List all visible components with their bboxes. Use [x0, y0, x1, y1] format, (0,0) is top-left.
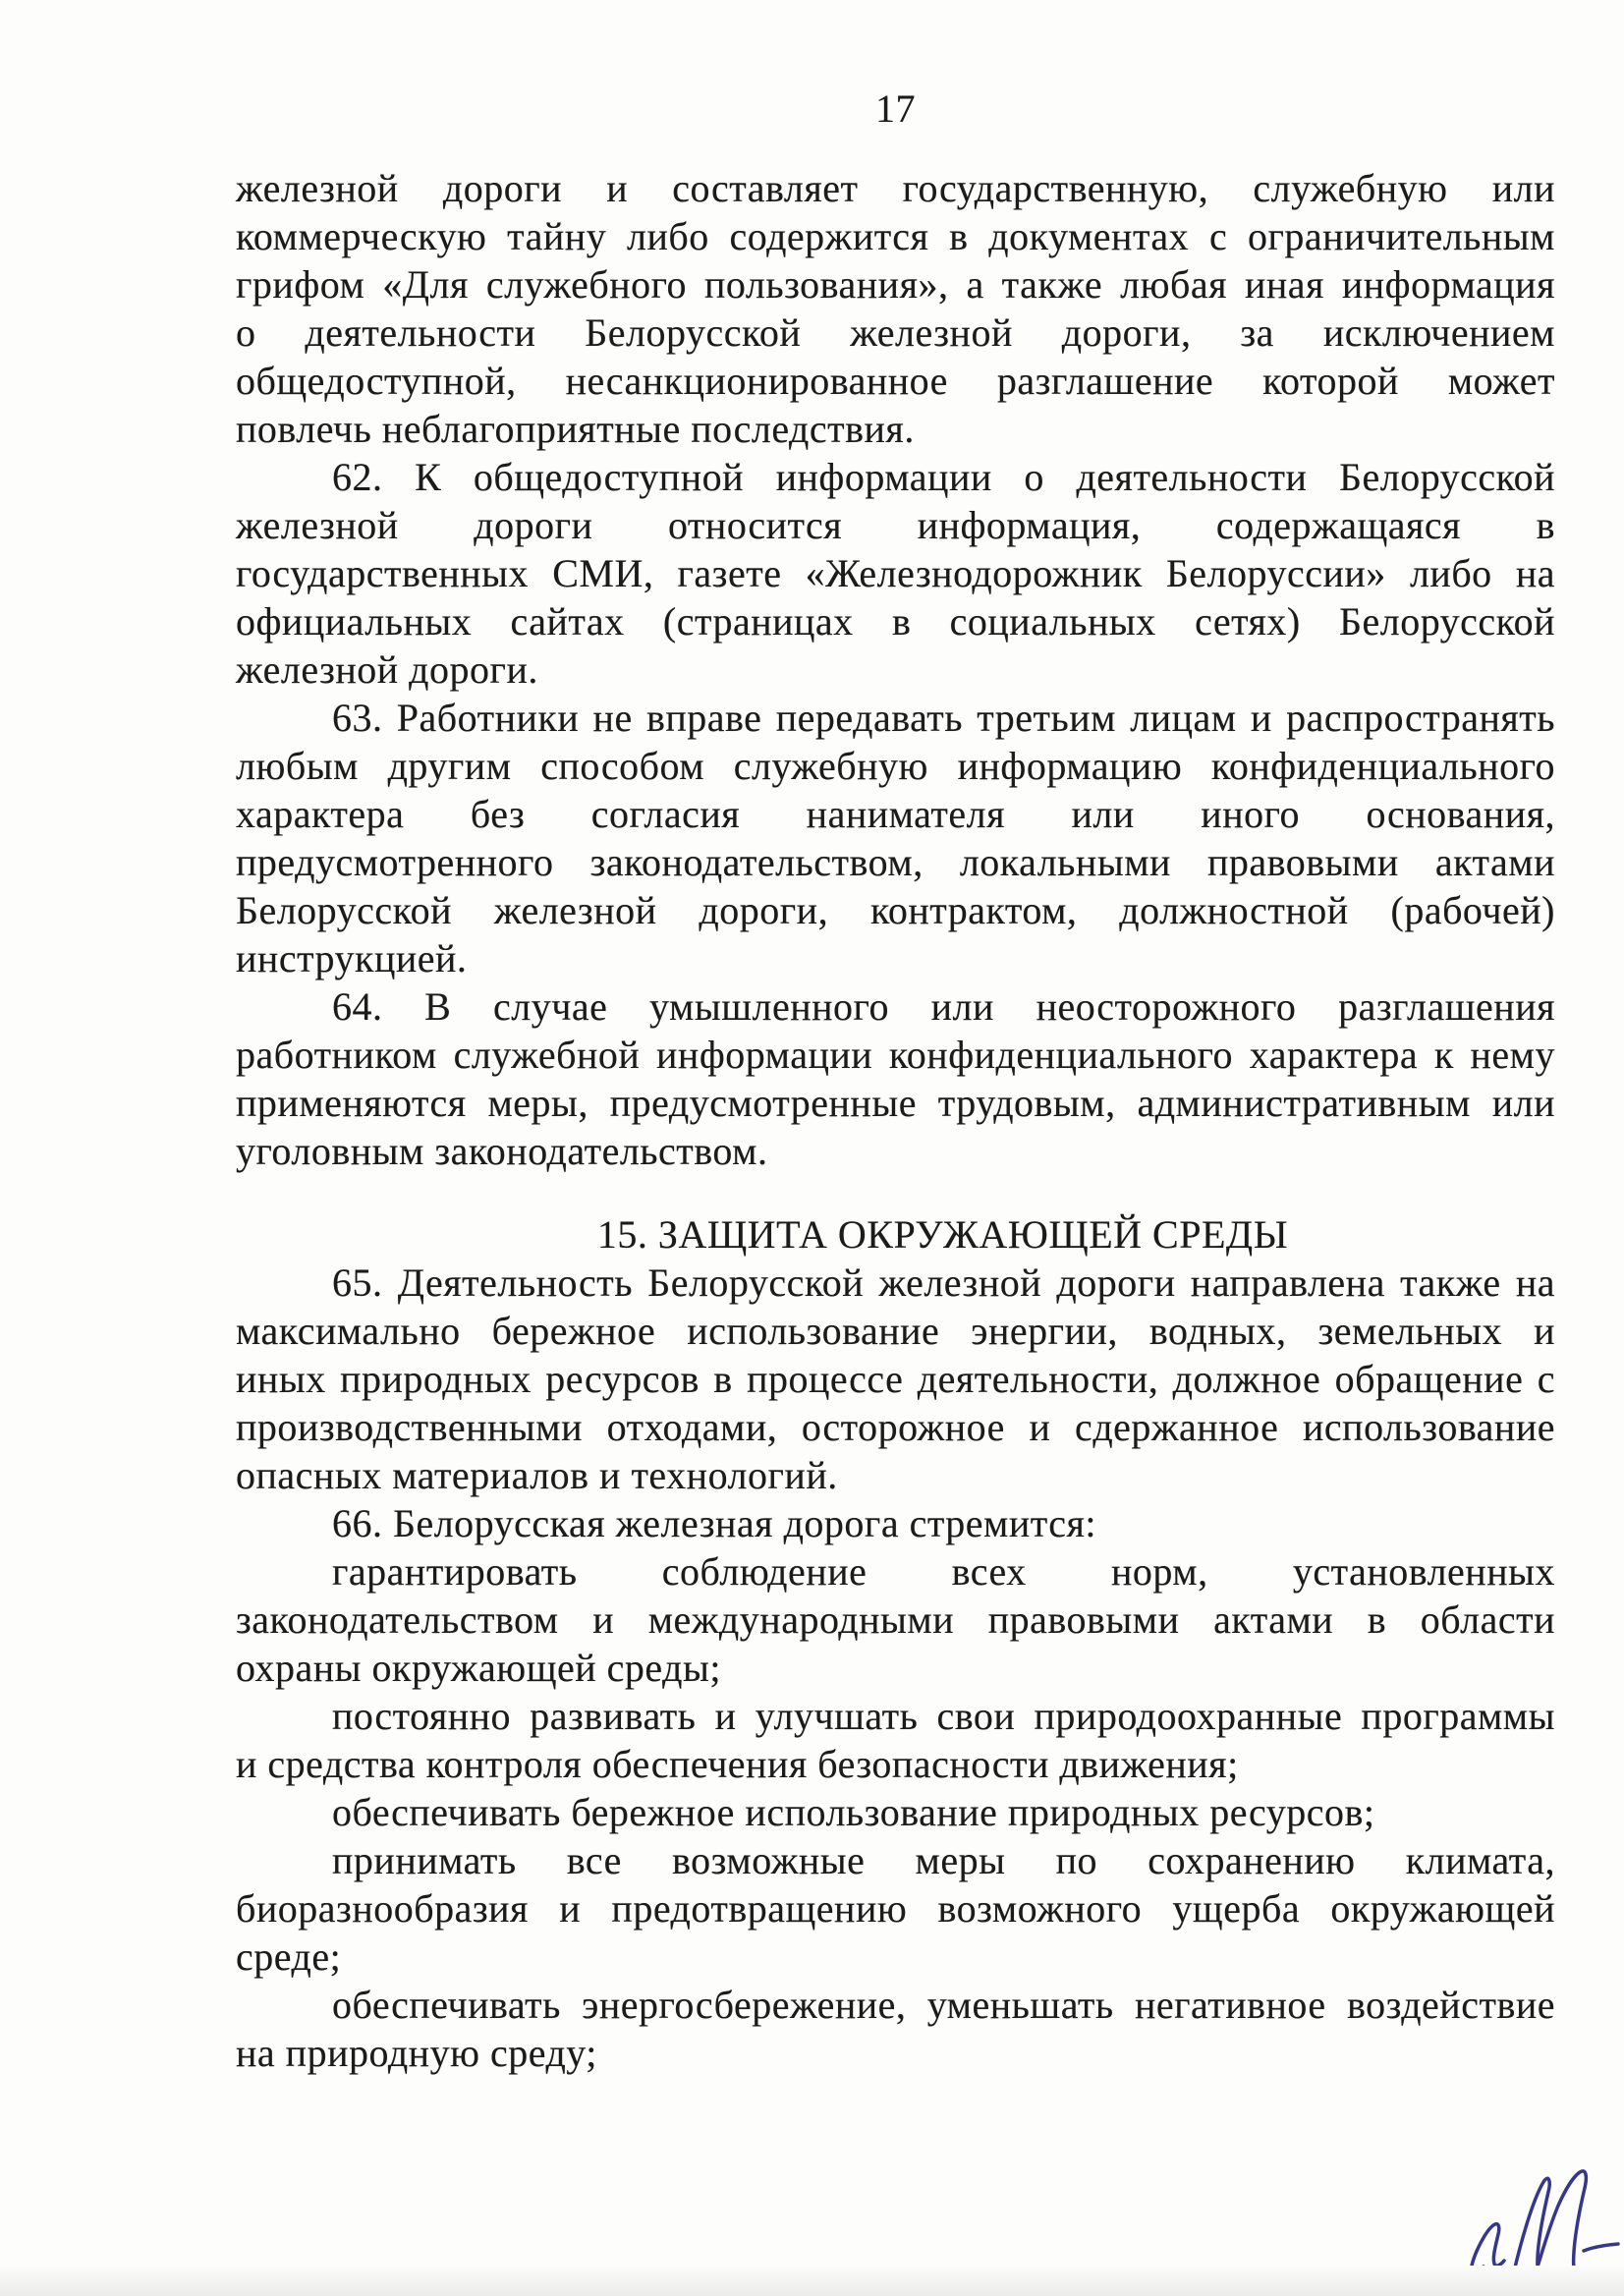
- text-line: общедоступной, несанкционированное разглашение которой может: [236, 359, 1555, 403]
- paragraph-63: [236, 694, 1555, 982]
- text-line: законодательством и международными правовыми актами в области: [236, 1597, 1555, 1642]
- text-line: и средства контроля обеспечения безопасности движения;: [236, 1742, 1239, 1786]
- text-line: 64. В случае умышленного или неосторожного разглашения: [332, 984, 1555, 1029]
- text-line: повлечь неблагоприятные последствия.: [236, 407, 915, 451]
- text-line: любым другим способом служебную информацию конфиденциального: [236, 744, 1555, 788]
- text-line: обеспечивать бережное использование природных ресурсов;: [332, 1790, 1375, 1834]
- text-line: обеспечивать энергосбережение, уменьшать негативное воздействие: [332, 1983, 1555, 2027]
- text-line: среде;: [236, 1934, 342, 1979]
- text-line: государственных СМИ, газете «Железнодорожник Белоруссии» либо на: [236, 551, 1555, 595]
- text-line: Белорусской железной дороги, контрактом, должностной (рабочей): [236, 888, 1555, 932]
- text-line: биоразнообразия и предотвращению возможного ущерба окружающей: [236, 1886, 1555, 1931]
- text-line: 66. Белорусская железная дорога стремится:: [332, 1501, 1097, 1545]
- paragraph-64: [236, 982, 1555, 1175]
- text-line: предусмотренного законодательством, локальными правовыми актами: [236, 840, 1555, 884]
- item-energy-saving: [236, 1981, 1555, 2077]
- text-line: характера без согласия нанимателя или иного основания,: [236, 792, 1555, 836]
- item-guarantee-norms: [236, 1547, 1555, 1692]
- scan-edge-shadow: [0, 2266, 1624, 2296]
- text-line: работником служебной информации конфиденциального характера к нему: [236, 1033, 1555, 1077]
- item-develop-programs: [236, 1692, 1555, 1788]
- text-line: официальных сайтах (страницах в социальных сетях) Белорусской: [236, 599, 1555, 644]
- text-line: 65. Деятельность Белорусской железной дороги направлена также на: [332, 1260, 1555, 1305]
- text-line: грифом «Для служебного пользования», а также любая иная информация: [236, 262, 1555, 307]
- section-heading-15: 15. ЗАЩИТА ОКРУЖАЮЩЕЙ СРЕДЫ: [596, 1212, 1289, 1257]
- page-number: 17: [875, 86, 916, 131]
- text-line: принимать все возможные меры по сохранению климата,: [332, 1838, 1555, 1882]
- text-line: о деятельности Белорусской железной дороги, за исключением: [236, 310, 1555, 355]
- paragraph-66: [236, 1499, 1555, 1547]
- text-line: постоянно развивать и улучшать свои природоохранные программы: [332, 1694, 1555, 1738]
- paragraph-continuation: [236, 164, 1555, 453]
- text-line: иных природных ресурсов в процессе деятельности, должное обращение с: [236, 1357, 1555, 1401]
- text-line: железной дороги относится информация, содержащаяся в: [236, 503, 1555, 547]
- text-line: 63. Работники не вправе передавать третьим лицам и распространять: [332, 696, 1555, 740]
- text-line: охраны окружающей среды;: [236, 1646, 721, 1690]
- text-line: применяются меры, предусмотренные трудовым, административным или: [236, 1081, 1555, 1125]
- paragraph-65: [236, 1259, 1555, 1499]
- item-climate: [236, 1836, 1555, 1981]
- text-line: опасных материалов и технологий.: [236, 1453, 838, 1497]
- text-line: железной дороги и составляет государственную, служебную или: [236, 166, 1555, 210]
- text-line: инструкцией.: [236, 936, 468, 980]
- text-line: уголовным законодательством.: [236, 1129, 768, 1173]
- text-line: максимально бережное использование энергии, водных, земельных и: [236, 1309, 1555, 1353]
- text-line: на природную среду;: [236, 2031, 597, 2075]
- text-block: [236, 164, 1555, 2077]
- text-line: коммерческую тайну либо содержится в документах с ограничительным: [236, 214, 1555, 258]
- item-natural-resources: [236, 1788, 1555, 1836]
- text-line: 62. К общедоступной информации о деятельности Белорусской: [332, 455, 1555, 499]
- text-line: производственными отходами, осторожное и сдержанное использование: [236, 1405, 1555, 1449]
- paragraph-62: [236, 453, 1555, 694]
- text-line: гарантировать соблюдение всех норм, установленных: [332, 1549, 1555, 1594]
- text-line: железной дороги.: [236, 647, 538, 692]
- signature-strokes: [1472, 2171, 1618, 2278]
